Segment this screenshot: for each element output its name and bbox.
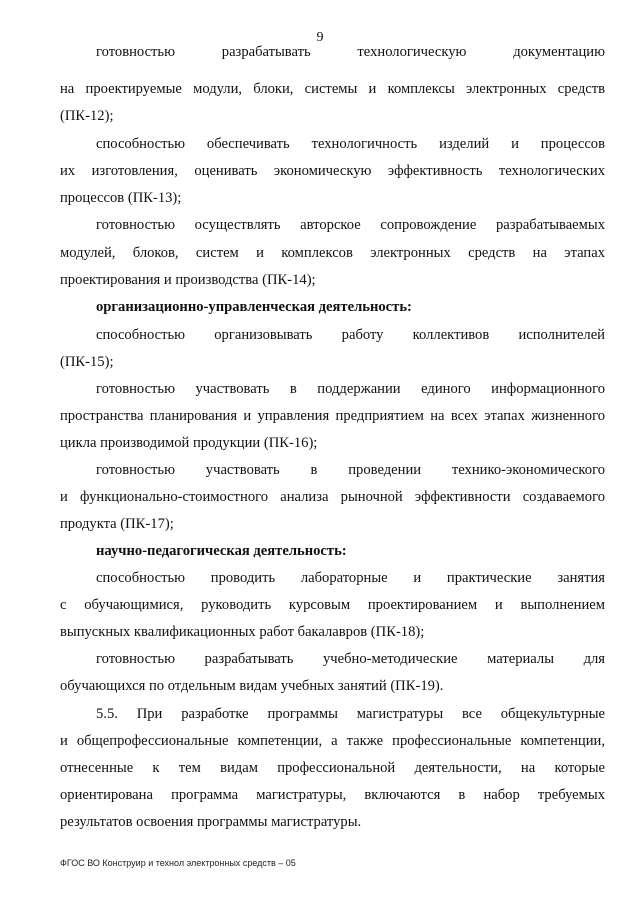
text-line: продукта (ПК-17); — [60, 516, 174, 532]
text-line: проектирования и производства (ПК-14); — [60, 272, 316, 288]
text-line: способностью организовывать работу коллективов исполнителей — [96, 327, 605, 343]
text-line: на проектируемые модули, блоки, системы и комплексы электронных средств — [60, 81, 605, 97]
section-heading: научно-педагогическая деятельность: — [96, 543, 347, 559]
text-line: готовностью разрабатывать учебно-методические материалы для — [96, 651, 605, 667]
text-line: результатов освоения программы магистратуры. — [60, 814, 362, 830]
text-line: обучающихся по отдельным видам учебных занятий (ПК-19). — [60, 678, 444, 694]
text-line: способностью обеспечивать технологичность изделий и процессов — [96, 136, 605, 152]
section-heading: организационно-управленческая деятельность: — [96, 299, 412, 315]
text-line: и функционально-стоимостного анализа рыночной эффективности создаваемого — [60, 489, 605, 505]
text-line: готовностью разрабатывать технологическую документацию — [96, 44, 605, 60]
text-line: способностью проводить лабораторные и практические занятия — [96, 570, 605, 586]
text-line: цикла производимой продукции (ПК-16); — [60, 435, 318, 451]
text-line: 5.5. При разработке программы магистратуры все общекультурные — [96, 706, 605, 722]
text-line: готовностью участвовать в поддержании единого информационного — [96, 381, 605, 397]
text-line: (ПК-15); — [60, 354, 114, 370]
text-line: с обучающимися, руководить курсовым проектированием и выполнением — [60, 597, 605, 613]
text-line: выпускных квалификационных работ бакалавров (ПК-18); — [60, 624, 425, 640]
text-line: (ПК-12); — [60, 108, 114, 124]
text-line: модулей, блоков, систем и комплексов электронных средств на этапах — [60, 245, 605, 261]
text-line: пространства планирования и управления предприятием на всех этапах жизненного — [60, 408, 605, 424]
text-line: готовностью участвовать в проведении технико-экономического — [96, 462, 605, 478]
text-line: отнесенные к тем видам профессиональной деятельности, на которые — [60, 760, 605, 776]
text-line: готовностью осуществлять авторское сопровождение разрабатываемых — [96, 217, 605, 233]
text-line: и общепрофессиональные компетенции, а также профессиональные компетенции, — [60, 733, 605, 749]
text-line: их изготовления, оценивать экономическую эффективность технологических — [60, 163, 605, 179]
page-footer: ФГОС ВО Конструир и технол электронных средств – 05 — [60, 858, 296, 868]
text-line: ориентирована программа магистратуры, включаются в набор требуемых — [60, 787, 605, 803]
page-number: 9 — [316, 30, 324, 45]
text-line: процессов (ПК-13); — [60, 190, 182, 206]
